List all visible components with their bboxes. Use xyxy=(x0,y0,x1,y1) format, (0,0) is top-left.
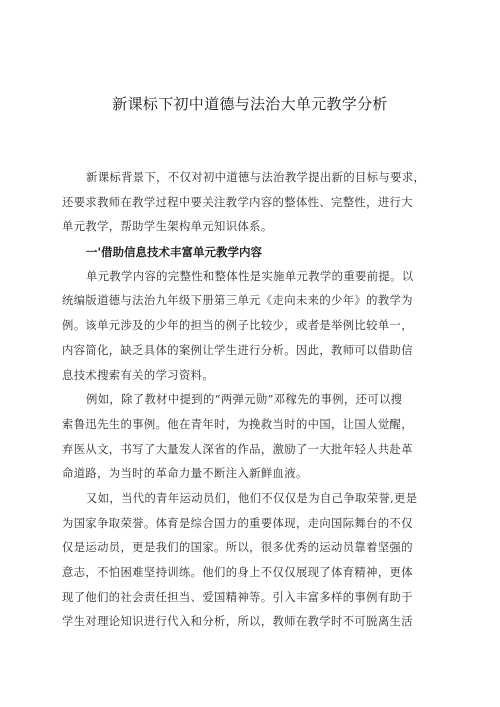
text-line: 新课标背景下，不仅对初中道德与法治教学提出新的目标与要求， xyxy=(86,171,426,184)
section-heading: 一'借助信息技术丰富单元教学内容 xyxy=(86,245,263,260)
text-line: 弃医从文，书写了大量发人深省的作品，激励了一大批年轻人共赴革 xyxy=(62,442,413,456)
text-line: 又如，当代的青年运动员们，他们不仅仅是为自己争取荣誉,更是 xyxy=(86,491,418,505)
text-line: 统编版道德与法治九年级下册第三单元《走向未来的少年》的教学为 xyxy=(62,294,413,308)
text-line: 例如，除了教材中提到的“两弹元勋”邓稼先的事例，还可以搜 xyxy=(86,393,403,407)
text-line: 为国家争取荣誉。体育是综合国力的重要体现，走向国际舞台的不仅 xyxy=(62,516,413,530)
text-line: 仅是运动员，更是我们的国家。所以，很多优秀的运动员靠着坚强的 xyxy=(62,541,413,555)
text-line: 息技术搜索有关的学习资料。 xyxy=(62,368,215,382)
text-line: 索鲁迅先生的事例。他在青年时，为挽救当时的中国，让国人觉醒， xyxy=(62,417,413,431)
text-line: 单元教学，帮助学生架构单元知识体系。 xyxy=(62,220,273,234)
text-line: 还要求教师在教学过程中要关注教学内容的整体性、完整性，进行大 xyxy=(62,195,413,209)
text-line: 现了他们的社会责任担当、爱国精神等。引入丰富多样的事例有助于 xyxy=(62,590,413,604)
document-body xyxy=(62,166,462,635)
text-line: 例。该单元涉及的少年的担当的例子比较少，或者是举例比较单一， xyxy=(62,319,413,333)
text-line: 命道路，为当时的革命力量不断注入新鲜血液。 xyxy=(62,467,308,481)
text-line: 单元教学内容的完整性和整体性是实施单元教学的重要前提。以 xyxy=(86,269,414,283)
text-line: 学生对理论知识进行代入和分析，所以，教师在教学时不可脱离生活 xyxy=(62,615,413,629)
text-line: 内容简化，缺乏具体的案例让学生进行分析。因此，教师可以借助信 xyxy=(62,343,413,357)
document-title: 新课标下初中道德与法治大单元教学分析 xyxy=(112,95,388,113)
text-line: 意志，不怕困难坚持训练。他们的身上不仅仅展现了体育精神，更体 xyxy=(62,566,413,579)
